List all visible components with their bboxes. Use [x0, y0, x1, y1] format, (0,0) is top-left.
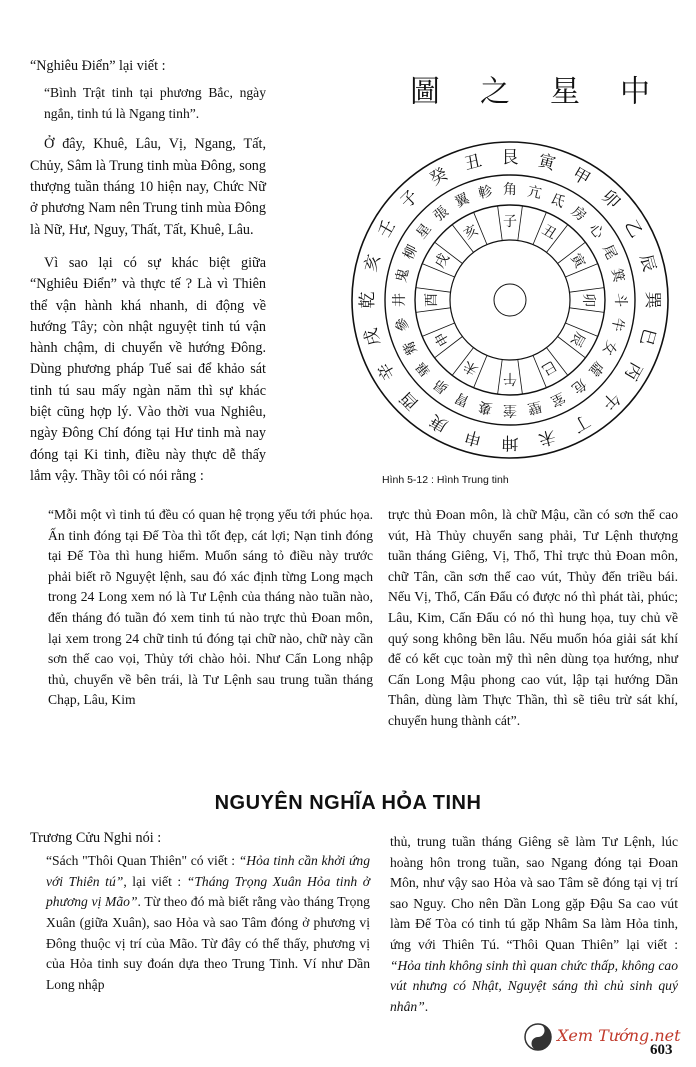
outer-ring-glyph: 乾: [358, 291, 378, 309]
section-right-text: [390, 832, 678, 1017]
outer-ring-glyph: 丁: [568, 410, 594, 436]
outer-ring-glyph: 辛: [374, 358, 400, 384]
left-column-top: [30, 56, 266, 487]
inner-ring-glyph: 卯: [580, 293, 596, 307]
outer-ring-glyph: 申: [462, 425, 484, 450]
middle-ring-glyph: 心: [585, 220, 607, 242]
outer-ring-glyph: 巽: [642, 291, 662, 309]
inner-ring-glyph: 申: [432, 328, 453, 350]
section-heading: NGUYÊN NGHĨA HỎA TINH: [214, 792, 482, 814]
middle-ring-glyph: 箕: [607, 266, 627, 285]
outer-ring-glyph: 甲: [568, 164, 594, 190]
inner-circle: [450, 240, 570, 360]
text-run: . Từ theo đó mà biết rằng vào tháng Trọng Xuân (giữa Xuân), sao Hỏa và sao Tâm đóng ở phương vị Đông thuộc vị trí của Mão. Từ đây có thể thấy, phương vị của Hỏa tinh suy đoán dựa theo Trung Tinh. Ví như Dần Long nhập: [46, 894, 370, 992]
inner-ring-glyph: 辰: [567, 328, 588, 350]
ring-spoke: [416, 308, 451, 313]
inner-ring-glyph: 午: [503, 370, 517, 386]
middle-ring-glyph: 胃: [452, 388, 473, 410]
star-chart-svg: [340, 50, 680, 470]
inner-ring-glyph: 未: [460, 357, 482, 378]
middle-ring-glyph: 室: [547, 388, 568, 410]
middle-ring-glyph: 婁: [476, 397, 495, 417]
diagram-title-char: 星: [550, 74, 580, 110]
quote-block-right: trực thủ Đoan môn, là chữ Mậu, cần có sơn thế cao vút, Hà Thủy chuyển sang phải, Tư Lệnh thượng tuần tháng Giêng, Vị, Thổ, Thỉ trực thủ Đoan môn, chữ Tân, cần sơn thế cao vút, Thủy đến triều bái. Nếu Vị, Thổ, Cấn Đẩu có được nó thì phát tài, phúc; Lâu, Kim, Cấn Đẩu có nó thì hung họa, tuy chủ về quý song không bền lâu. Nếu muốn hóa giải sát khí để có kết cục toàn mỹ thì nên dùng tọa hướng, như Cấn Long Mậu phong cao vút, lập tại hướng Dần Thân, dùng làm Thực Thần, thì sẽ tiêu trừ sát khí, chuyển hung thành cát”.: [388, 507, 678, 728]
outer-ring-glyph: 子: [396, 186, 423, 213]
section-left-text: [30, 851, 370, 995]
outer-ring-glyph: 巳: [635, 326, 660, 348]
section-left-column: [30, 828, 370, 995]
trung-tinh-diagram: [340, 50, 680, 486]
middle-ring-glyph: 軫: [476, 183, 495, 203]
middle-ring-glyph: 井: [392, 293, 408, 307]
middle-outer-circle: [385, 175, 635, 425]
page-number: 603: [650, 1042, 673, 1058]
middle-ring-glyph: 奎: [503, 402, 517, 418]
diagram-title-char: 圖: [410, 74, 440, 110]
outer-ring-glyph: 未: [536, 425, 558, 450]
middle-ring-glyph: 參: [393, 315, 413, 334]
ring-spoke: [518, 360, 523, 395]
middle-ring-glyph: 氐: [547, 190, 568, 212]
italic-run: “Hỏa tinh không sinh thì quan chức thấp, không cao vút nhưng có Nhật, Nguyệt sáng thì chủ sinh quý nhân”: [390, 957, 678, 1014]
italic-run: “Tháng Trọng Xuân Hỏa tinh ở phương vị Mão”: [46, 873, 370, 910]
middle-ring-glyph: 昴: [430, 375, 452, 397]
paragraph-2: Vì sao lại có sự khác biệt giữa “Nghiêu Điển” và thực tế ? Là vì Thiên thể vận hành khá nhanh, di động về hướng Tây; còn nhật nguyệt tinh tú vận hành chậm, di chuyển về hướng Đông. Dùng phương pháp Tuế sai để khảo sát tinh tú sau mấy ngàn năm thì sự khác biệt cũng hợp lý. Vào thời vua Nghiêu, ngày Đông Chí đóng tại Hư tinh mà nay đóng tại Ki tinh, điều này thực dễ thấy lắm vậy. Thầy tôi có nói rằng :: [30, 254, 266, 484]
ring-spoke: [416, 288, 451, 293]
middle-ring-glyph: 鬼: [393, 266, 413, 285]
outer-ring-glyph: 亥: [360, 252, 385, 274]
middle-ring-glyph: 觜: [400, 337, 422, 358]
outer-ring-glyph: 丑: [462, 150, 484, 175]
section-intro: Trương Cửu Nghi nói :: [30, 830, 162, 846]
text-run: .: [424, 998, 429, 1014]
ring-spoke: [570, 308, 605, 313]
middle-ring-glyph: 房: [568, 203, 590, 225]
middle-ring-glyph: 虛: [585, 358, 607, 380]
middle-ring-glyph: 女: [598, 337, 620, 358]
outer-ring-glyph: 寅: [536, 150, 558, 175]
outer-ring-glyph: 丙: [620, 358, 646, 384]
ring-spoke: [518, 206, 523, 241]
center-circle: [494, 284, 526, 316]
diagram-title-char: 之: [480, 74, 510, 110]
middle-ring-glyph: 星: [413, 220, 435, 242]
middle-inner-circle: [415, 205, 605, 395]
middle-ring-glyph: 畢: [413, 358, 435, 380]
diagram-title-char: 中: [620, 74, 650, 110]
inner-ring-glyph: 酉: [424, 293, 440, 307]
middle-ring-glyph: 柳: [400, 242, 422, 263]
text-run: thủ, trung tuần tháng Giêng sẽ làm Tư Lệnh, lúc hoàng hôn trong tuần, sao Ngang đóng tại Đoan Môn, như vậy sao Hỏa và sao Tâm sẽ đóng tại vị trí sao Nguy. Cho nên Dần Long gặp Đậu Sa cao vút làm Đế Tòa có tinh tú gặp Nhâm Sa làm Hỏa tinh, ứng với Thiên Tú. “Thôi Quan Thiên” lại viết :: [390, 834, 678, 952]
middle-ring-glyph: 尾: [598, 242, 620, 263]
outer-ring-glyph: 乙: [620, 216, 646, 242]
middle-ring-glyph: 牛: [607, 315, 627, 334]
outer-ring-glyph: 艮: [501, 148, 519, 168]
middle-ring-glyph: 張: [430, 203, 452, 225]
text-run: “Sách "Thôi Quan Thiên" có viết :: [46, 853, 239, 869]
yin-yang-icon: [523, 1022, 553, 1052]
italic-run: “Hỏa tinh cần khởi ứng với Thiên tú”: [46, 853, 370, 889]
intro-line: “Nghiêu Điển” lại viết :: [30, 58, 166, 74]
outer-ring-glyph: 庚: [426, 410, 452, 436]
middle-ring-glyph: 角: [503, 182, 517, 198]
outer-ring-glyph: 坤: [501, 432, 519, 452]
middle-ring-glyph: 壁: [525, 397, 544, 417]
inner-ring-glyph: 亥: [460, 222, 482, 243]
middle-ring-glyph: 翼: [452, 190, 473, 212]
outer-ring-glyph: 癸: [426, 164, 452, 190]
paragraph-1: Ở đây, Khuê, Lâu, Vị, Ngang, Tất, Chủy, Sâm là Trung tinh mùa Đông, song thượng tuần tháng 10 hiện nay, Chức Nữ ở phương Nam nên Trung tinh mùa Đông là Nữ, Hư, Nguy, Thất, Tất, Khuê, Lâu.: [30, 136, 266, 238]
middle-ring-glyph: 斗: [612, 293, 628, 307]
outer-ring-glyph: 午: [597, 387, 624, 414]
text-run: , lại viết :: [123, 873, 187, 889]
ring-spoke: [498, 360, 503, 395]
outer-ring-glyph: 辰: [635, 252, 660, 274]
ring-spoke: [498, 206, 503, 241]
inner-ring-glyph: 戌: [432, 250, 453, 272]
outer-ring-glyph: 戌: [360, 326, 385, 348]
middle-ring-glyph: 危: [568, 375, 590, 397]
outer-ring-glyph: 卯: [597, 186, 624, 213]
quote-nghieu-dien: “Bình Trật tinh tại phương Bắc, ngày ngắn, tinh tú là Ngang tinh”.: [44, 85, 266, 121]
quote-left-column: [48, 505, 373, 711]
outer-ring-glyph: 酉: [396, 387, 423, 414]
quote-right-column: [388, 505, 678, 732]
logo-text: Xem Tướng.net: [557, 1026, 681, 1045]
inner-ring-glyph: 子: [503, 214, 517, 230]
figure-caption: Hình 5-12 : Hình Trung tinh: [382, 474, 509, 486]
outer-ring-glyph: 壬: [374, 216, 400, 242]
inner-ring-glyph: 寅: [567, 250, 588, 272]
ring-spoke: [570, 288, 605, 293]
section-right-column: [390, 832, 678, 1017]
middle-ring-glyph: 亢: [525, 183, 544, 203]
inner-ring-glyph: 巳: [538, 357, 560, 378]
inner-ring-glyph: 丑: [538, 222, 560, 243]
quote-block-left: “Mỗi một vì tinh tú đều có quan hệ trọng yếu tới phúc họa. Ấn tinh đóng tại Đế Tòa thì tốt đẹp, cát lợi; Nạn tinh đóng tại Đế Tòa thì hung hiểm. Muốn sáng tỏ điều này trước phải biết rõ Nguyệt lệnh, sau đó xác định từng Long mạch trong 24 Long xem nó là Tư Lệnh của tháng nào tuần nào, đến tháng đó tuần đó xem tinh tú nào trực thủ Đoan môn, lại xem trong 24 chữ tinh tú đóng tại chữ nào, chữ này cần sơn thế cao vọi, Thủy tới chào hỏi. Như Cấn Long nhập thủ, chuyển về bên trái, là Tư Lệnh sau trung tuần tháng Chạp, Lâu, Kim: [48, 507, 373, 708]
